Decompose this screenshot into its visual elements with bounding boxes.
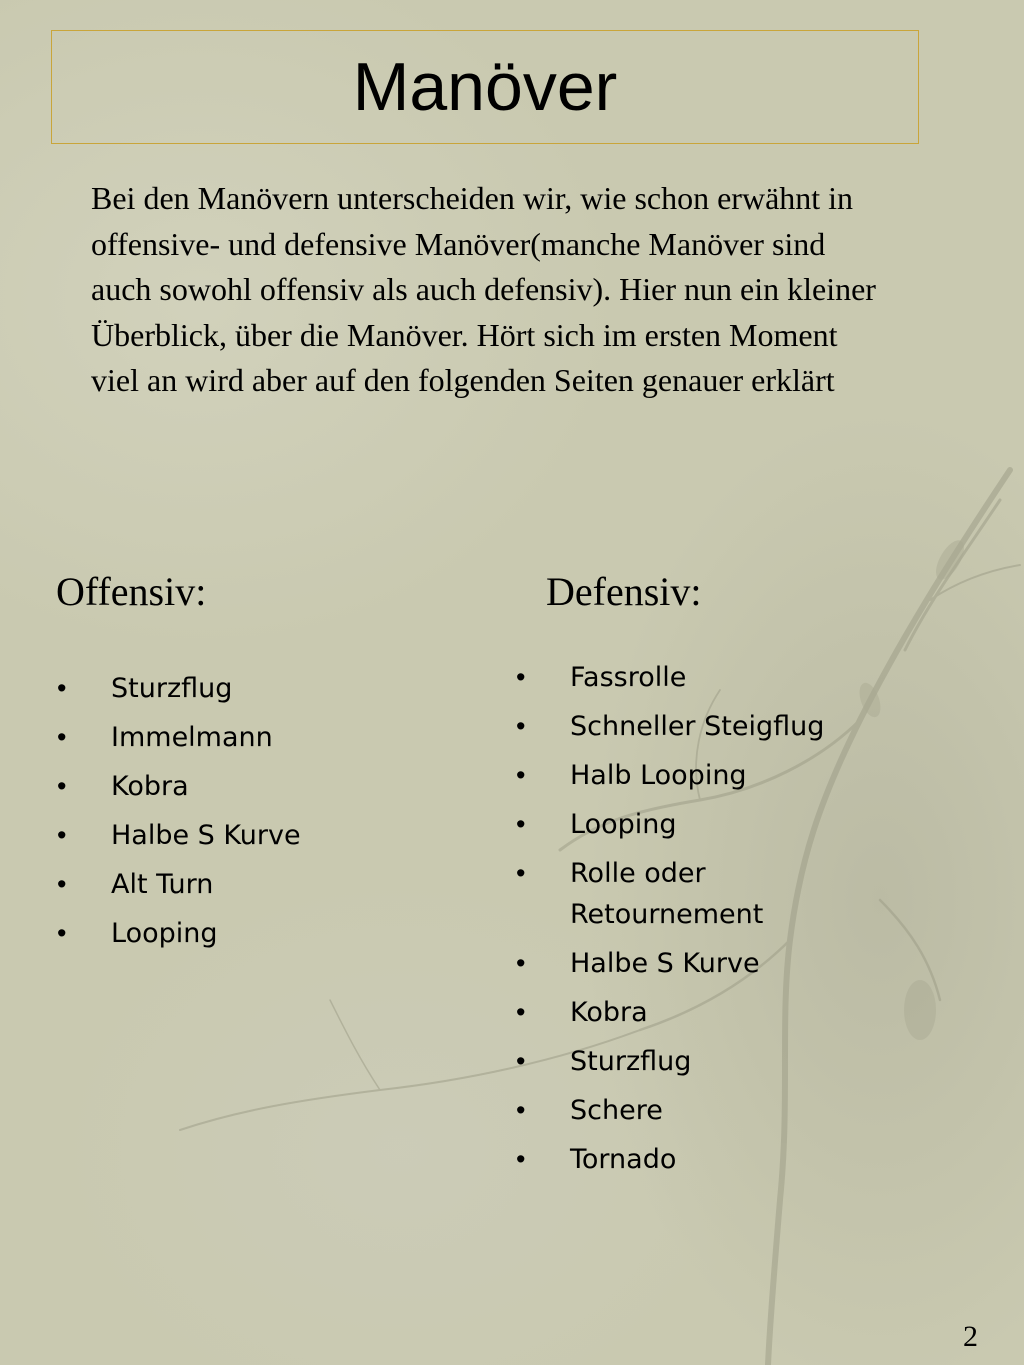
list-item: • Looping	[53, 913, 453, 954]
list-item: • Fassrolle	[512, 657, 982, 698]
slide-title: Manöver	[352, 49, 618, 125]
list-item: • Schneller Steigflug	[512, 706, 982, 747]
list-item: • Halbe S Kurve	[53, 815, 453, 856]
list-item: • Immelmann	[53, 717, 453, 758]
page-number: 2	[963, 1320, 978, 1353]
list-item: • Alt Turn	[53, 864, 453, 905]
offensive-list	[53, 668, 453, 962]
list-item: • Schere	[512, 1090, 982, 1131]
list-item: • Kobra	[512, 992, 982, 1033]
list-item: • Sturzflug	[53, 668, 453, 709]
list-item: • Halbe S Kurve	[512, 943, 982, 984]
list-item: • Looping	[512, 804, 982, 845]
defensive-list	[512, 657, 982, 1188]
intro-paragraph: Bei den Manövern unterscheiden wir, wie schon erwähnt in offensive- und defensive Manöver(manche Manöver sind auch sowohl offensiv als auch defensiv). Hier nun ein kleiner Überblick, über die Manöver. Hört sich im ersten Moment viel an wird aber auf den folgenden Seiten genauer erklärt	[91, 180, 876, 398]
list-item: • Rolle oder Retournement	[512, 853, 780, 935]
list-item: • Halb Looping	[512, 755, 982, 796]
list-item: • Sturzflug	[512, 1041, 982, 1082]
title-frame	[51, 30, 919, 144]
defensive-heading: Defensiv:	[546, 569, 702, 614]
list-item: • Kobra	[53, 766, 453, 807]
offensive-heading: Offensiv:	[56, 569, 207, 614]
list-item: • Tornado	[512, 1139, 982, 1180]
